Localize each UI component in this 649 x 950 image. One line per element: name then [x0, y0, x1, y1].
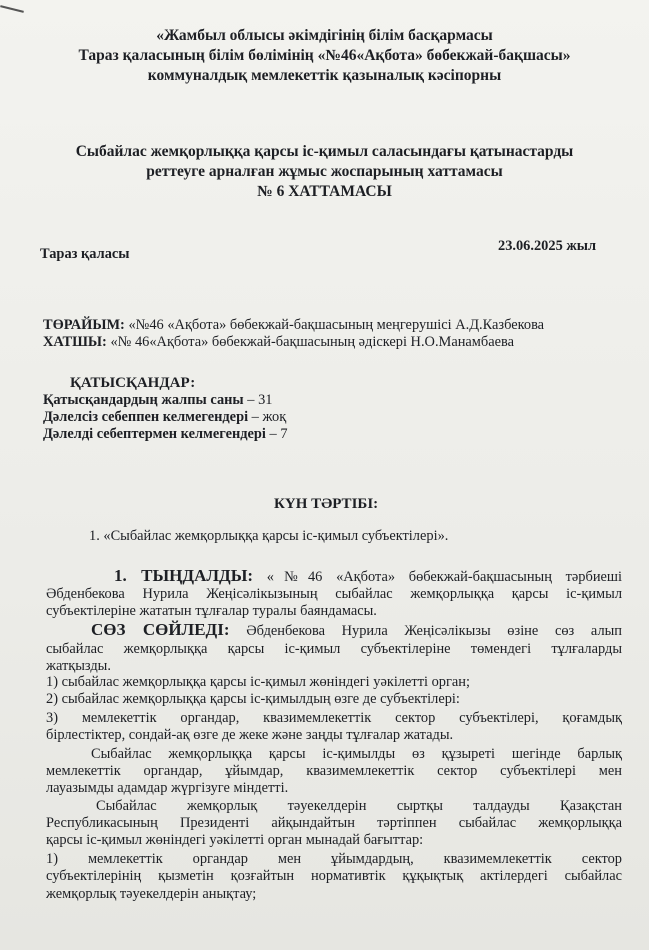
chair-line [43, 316, 544, 334]
para2-line-5: субъектілерінің қызметін қозғайтын нормативтік құқықтық актілердегі сыбайлас [46, 868, 622, 884]
agenda-item-1: 1. «Сыбайлас жемқорлыққа қарсы іс-қимыл субъектілері». [89, 528, 449, 544]
list-item-2: 2) сыбайлас жемқорлыққа қарсы іс-қимылдың өзге де субъектілері: [46, 691, 460, 707]
attendees-excused-value: – 7 [265, 426, 288, 442]
secretary-text: «№ 46«Ақбота» бөбекжай-бақшасының әдіскері Н.О.Манамбаева [106, 334, 515, 350]
doc-title-line-2: реттеуге арналған жұмыс жоспарының хаттамасы [146, 163, 503, 180]
para1-line-2: мемлекеттік органдар, ұйымдар, квазимемлекеттік сектор субъектілері мен [46, 763, 622, 779]
attendees-excused [43, 425, 288, 443]
para2-line-3: қарсы іс-қимыл жөніндегі уәкілетті орган мынадай бағыттар: [46, 832, 424, 848]
para1-line-3: лауазымды адамдар жүргізуге міндетті. [46, 780, 289, 796]
spoke-line-1 [46, 620, 622, 641]
attendees-total-value: – 31 [243, 392, 273, 408]
doc-title-number: № 6 ХАТТАМАСЫ [257, 183, 392, 200]
agenda-heading: КҮН ТӘРТІБІ: [274, 496, 379, 512]
chair-label: ТӨРАЙЫМ: [43, 317, 125, 333]
listened-label: 1. ТЫҢДАЛДЫ: [114, 566, 254, 585]
list-item-1: 1) сыбайлас жемқорлыққа қарсы іс-қимыл жөніндегі уәкілетті орган; [46, 674, 470, 690]
listened-line-3: субъектілеріне жататын тұлғалар туралы баяндамасы. [46, 603, 377, 619]
attendees-total [43, 391, 272, 409]
secretary-label: ХАТШЫ: [43, 334, 107, 350]
attendees-unexcused-label: Дәлелсіз себеппен келмегендері [43, 409, 249, 425]
para2-line-1: Сыбайлас жемқорлық тәуекелдерін сыртқы талдауды Қазақстан [96, 798, 622, 814]
spoke-line-2: сыбайлас жемқорлыққа қарсы іс-қимыл субъектілеріне төмендегі тұлғаларды [46, 641, 622, 657]
page-corner-mark [0, 5, 24, 13]
attendees-heading: ҚАТЫСҚАНДАР: [70, 375, 196, 391]
para1-line-1: Сыбайлас жемқорлыққа қарсы іс-қимылды өз құзыреті шегінде барлық [91, 746, 622, 762]
attendees-total-label: Қатысқандардың жалпы саны [43, 392, 244, 408]
date: 23.06.2025 жыл [498, 238, 597, 254]
listened-line-1-text: «№46 «Ақбота» бөбекжай-бақшасының тәрбиеші [253, 569, 622, 585]
org-header-line-3: коммуналдық мемлекеттік қазыналық кәсіпорны [147, 67, 502, 84]
list-item-3-line-1: 3) мемлекеттік органдар, квазимемлекеттік сектор субъектілері, қоғамдық [46, 710, 622, 726]
attendees-unexcused [43, 408, 286, 426]
attendees-unexcused-value: – жоқ [248, 409, 287, 425]
para2-line-6: жемқорлық тәуекелдерін анықтау; [46, 886, 257, 902]
doc-title-line-1: Сыбайлас жемқорлыққа қарсы іс-қимыл саласындағы қатынастарды [75, 143, 574, 160]
listened-line-1 [46, 566, 622, 587]
spoke-label: СӨЗ СӨЙЛЕДІ: [91, 620, 230, 639]
listened-line-2: Әбденбекова Нурила Жеңісәлікызының сыбайлас жемқорлыққа қарсы іс-қимыл [46, 586, 622, 602]
list-item-3-line-2: бірлестіктер, сондай-ақ өзге де жеке және заңды тұлғалар жатады. [46, 727, 454, 743]
spoke-line-1-text: Әбденбекова Нурила Жеңісәлікызы өзіне сөз алып [229, 623, 622, 639]
org-header-line-1: «Жамбыл облысы әкімдігінің білім басқармасы [156, 27, 493, 44]
chair-text: «№46 «Ақбота» бөбекжай-бақшасының меңгерушісі А.Д.Казбекова [124, 317, 545, 333]
attendees-excused-label: Дәлелді себептермен келмегендері [43, 426, 266, 442]
secretary-line [43, 333, 514, 351]
place: Тараз қаласы [40, 246, 130, 262]
org-header-line-2: Тараз қаласының білім бөлімінің «№46«Ақбота» бөбекжай-бақшасы» [78, 47, 571, 64]
spoke-line-3: жатқызды. [46, 658, 111, 674]
para2-line-4: 1) мемлекеттік органдар мен ұйымдардың, квазимемлекеттік сектор [46, 851, 622, 867]
para2-line-2: Республикасының Президенті айқындайтын тәртіппен сыбайлас жемқорлыққа [46, 815, 622, 831]
